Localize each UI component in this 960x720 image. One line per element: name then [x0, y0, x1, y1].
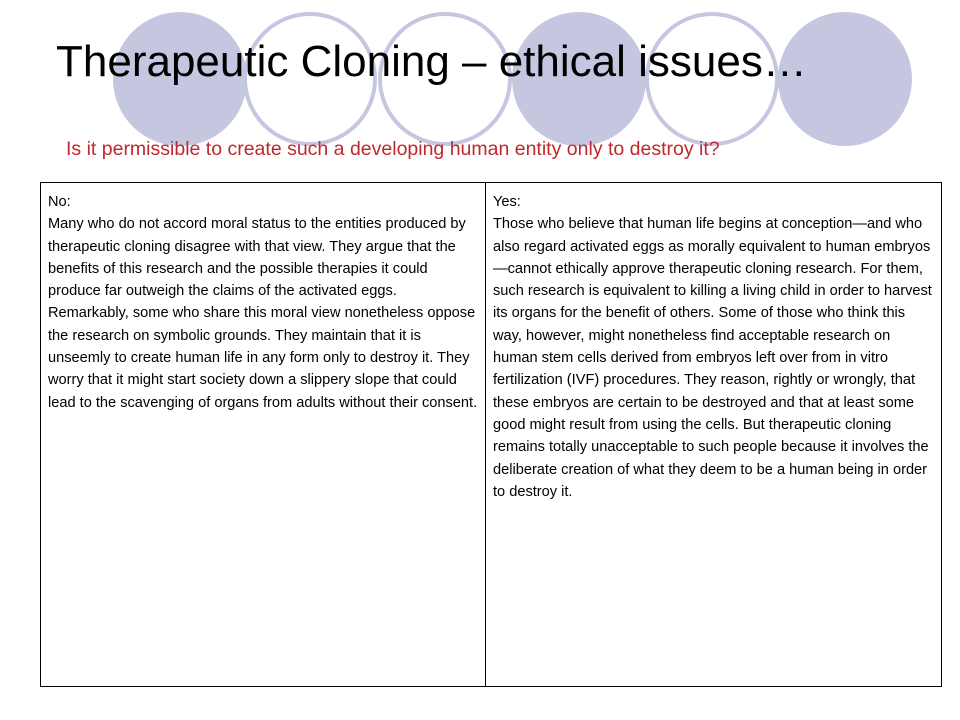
arguments-table — [40, 182, 942, 687]
no-paragraph-1: Many who do not accord moral status to the entities produced by therapeutic cloning disagree with that view. They argue that the benefits of this research and the possible therapies it could produce far outweigh the claims of the activated eggs. — [48, 216, 466, 300]
slide-title: Therapeutic Cloning – ethical issues… — [56, 37, 807, 86]
yes-heading: Yes: — [493, 194, 521, 210]
question-subtitle: Is it permissible to create such a developing human entity only to destroy it? — [66, 138, 720, 160]
yes-column — [486, 183, 942, 687]
yes-paragraph-1: Those who believe that human life begins at conception—and who also regard activated eggs as morally equivalent to human embryos—cannot ethically approve therapeutic cloning research. For them, such research is equivalent to killing a living child in order to harvest its organs for the benefit of others. Some of those who think this way, however, might nonetheless find acceptable research on human stem cells derived from embryos left over from in vitro fertilization (IVF) procedures. They reason, rightly or wrongly, that these embryos are certain to be destroyed and that at least some good might result from using the cells. But therapeutic cloning remains totally unacceptable to such people because it involves the deliberate creation of what they deem to be a human being in order to destroy it. — [493, 216, 932, 500]
no-paragraph-2: Remarkably, some who share this moral view nonetheless oppose the research on symbolic grounds. They maintain that it is unseemly to create human life in any form only to destroy it. They worry that it might start society down a slippery slope that could lead to the scavenging of organs from adults without their consent. — [48, 305, 478, 411]
table-row — [41, 183, 942, 687]
no-heading: No: — [48, 194, 71, 210]
no-column — [41, 183, 486, 687]
